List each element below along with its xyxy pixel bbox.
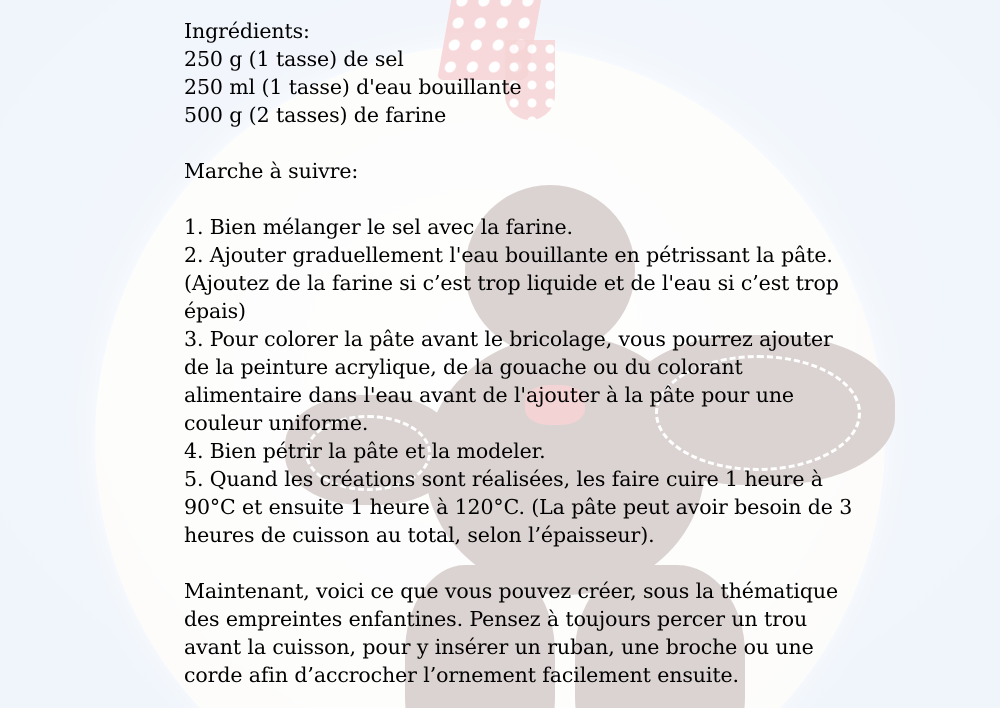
spacer xyxy=(184,185,844,213)
step-line: 4. Bien pétrir la pâte et la modeler. xyxy=(184,439,546,463)
steps-heading: Marche à suivre: xyxy=(184,159,359,183)
step-line: 1. Bien mélanger le sel avec la farine. xyxy=(184,215,573,239)
step-line: heures de cuisson au total, selon l’épaisseur). xyxy=(184,523,655,547)
closing-line: Maintenant, voici ce que vous pouvez créer, sous la thématique xyxy=(184,579,839,603)
step-line: 90°C et ensuite 1 heure à 120°C. (La pâte peut avoir besoin de 3 xyxy=(184,495,853,519)
closing-line: des empreintes enfantines. Pensez à toujours percer un trou xyxy=(184,607,808,631)
ingredients-section xyxy=(184,17,844,129)
spacer xyxy=(184,549,844,577)
ingredients-heading: Ingrédients: xyxy=(184,19,310,43)
step-line: alimentaire dans l'eau avant de l'ajouter à la pâte pour une xyxy=(184,383,794,407)
ingredient-item: 250 ml (1 tasse) d'eau bouillante xyxy=(184,75,522,99)
step-line: 5. Quand les créations sont réalisées, les faire cuire 1 heure à xyxy=(184,467,823,491)
spacer xyxy=(184,129,844,157)
step-line: épais) xyxy=(184,299,246,323)
closing-line: corde afin d’accrocher l’ornement facilement ensuite. xyxy=(184,663,739,687)
step-line: de la peinture acrylique, de la gouache ou du colorant xyxy=(184,355,743,379)
step-line: (Ajoutez de la farine si c’est trop liquide et de l'eau si c’est trop xyxy=(184,271,839,295)
ingredient-item: 250 g (1 tasse) de sel xyxy=(184,47,404,71)
closing-line: avant la cuisson, pour y insérer un ruban, une broche ou une xyxy=(184,635,814,659)
steps-section xyxy=(184,157,853,549)
step-line: 3. Pour colorer la pâte avant le bricolage, vous pourrez ajouter xyxy=(184,327,833,351)
recipe-text xyxy=(184,17,853,689)
step-line: couleur uniforme. xyxy=(184,411,369,435)
closing-section xyxy=(184,577,844,689)
step-line: 2. Ajouter graduellement l'eau bouillante en pétrissant la pâte. xyxy=(184,243,833,267)
ingredient-item: 500 g (2 tasses) de farine xyxy=(184,103,447,127)
